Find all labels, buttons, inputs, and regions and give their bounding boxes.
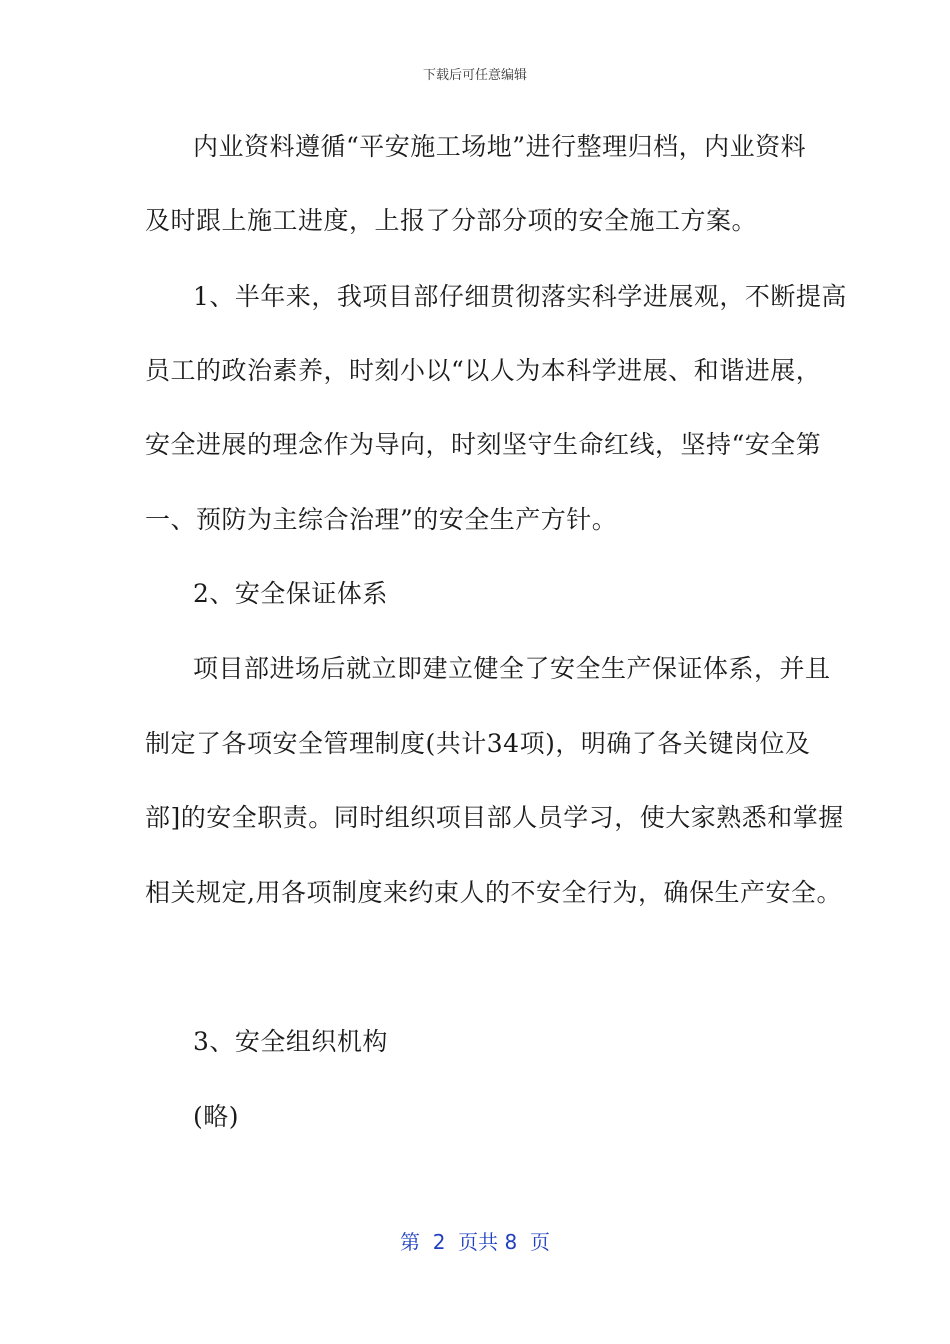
paragraph-line: (略): [193, 1102, 240, 1131]
paragraph-line: 项目部进场后就立即建立健全了安全生产保证体系，并且: [193, 654, 831, 683]
paragraph-line: 安全进展的理念作为导向，时刻坚守生命红线，坚持“安全第: [145, 430, 822, 459]
paragraph-line: 制定了各项安全管理制度(共计34项)，明确了各关键岗位及: [145, 729, 811, 758]
paragraph-line: 相关规定,用各项制度来约束人的不安全行为，确保生产安全。: [145, 878, 842, 907]
section-heading: 2、安全保证体系: [193, 579, 388, 608]
page-number: 第 2 页共 8 页: [400, 1230, 550, 1254]
paragraph-line: 及时跟上施工进度，上报了分部分项的安全施工方案。: [145, 206, 758, 235]
paragraph-line: 部]的安全职责。同时组织项目部人员学习，使大家熟悉和掌握: [145, 803, 844, 832]
header-note: 下载后可任意编辑: [422, 68, 527, 83]
paragraph-line: 内业资料遵循“平安施工场地”进行整理归档，内业资料: [193, 132, 807, 161]
paragraph-line: 员工的政治素养，时刻小以“以人为本科学进展、和谐进展，: [145, 356, 822, 385]
paragraph-line: 1、半年来，我项目部仔细贯彻落实科学进展观，不断提高: [193, 282, 847, 311]
paragraph-line: 一、预防为主综合治理”的安全生产方针。: [145, 505, 618, 534]
section-heading: 3、安全组织机构: [193, 1027, 388, 1056]
